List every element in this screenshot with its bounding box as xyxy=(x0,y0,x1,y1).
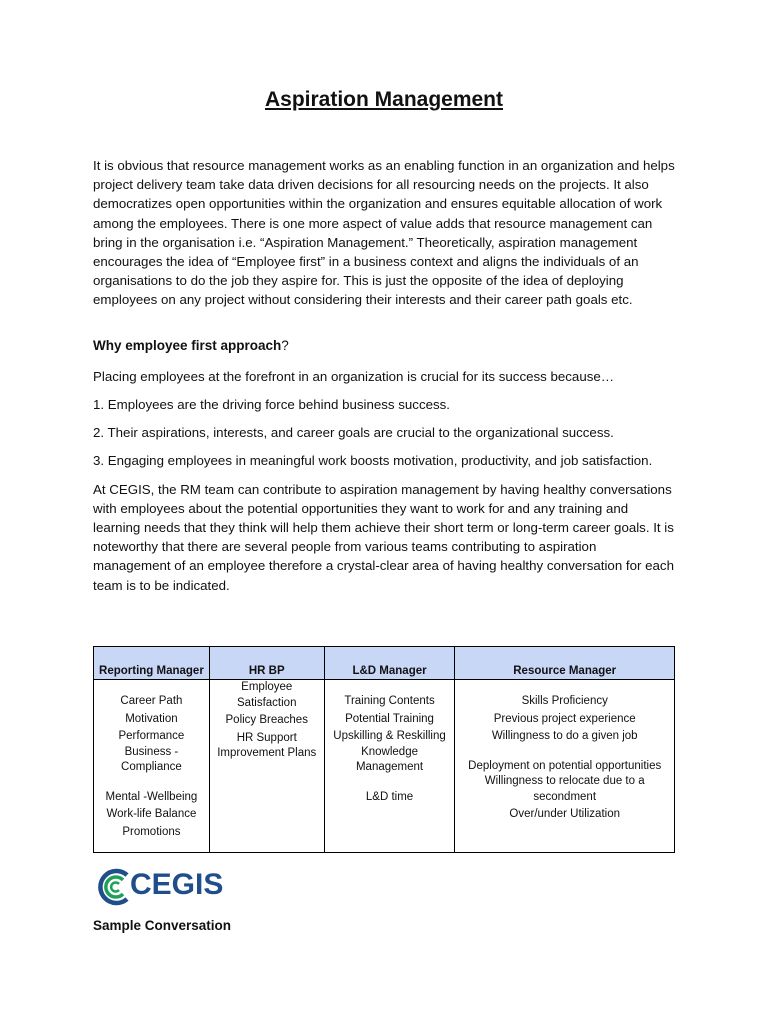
table-header-row xyxy=(94,647,675,680)
header-hr-bp: HR BP xyxy=(209,647,324,680)
document-body xyxy=(93,156,677,604)
cegis-logo xyxy=(97,866,237,908)
list-item: L&D time xyxy=(365,790,414,803)
section-heading-text: Why employee first approach xyxy=(93,337,282,353)
list-item: Deployment on potential opportunities xyxy=(468,759,662,772)
point-2: 2. Their aspirations, interests, and career goals are crucial to the organizational success. xyxy=(93,425,614,441)
section-heading-mark: ? xyxy=(281,337,289,353)
page-title: Aspiration Management xyxy=(264,88,504,111)
list-item: Upskilling & Reskilling xyxy=(333,730,446,742)
list-item: Career Path xyxy=(120,695,183,707)
cell-ld-manager xyxy=(324,680,455,853)
list-item: Knowledge Management xyxy=(355,745,424,773)
header-resource-manager: Resource Manager xyxy=(455,647,675,680)
list-item: Policy Breaches xyxy=(225,714,308,726)
list-item: Work-life Balance xyxy=(106,808,197,820)
point-3: 3. Engaging employees in meaningful work boosts motivation, productivity, and job satisfaction. xyxy=(93,453,653,469)
cegis-logo-text: CEGIS xyxy=(130,868,224,901)
header-reporting-manager: Reporting Manager xyxy=(94,647,210,680)
list-item: Business - Compliance xyxy=(121,745,182,773)
list-item: Training Contents xyxy=(344,695,435,707)
cell-resource-manager xyxy=(455,680,675,853)
list-item: Skills Proficiency xyxy=(521,695,608,707)
list-item: HR Support xyxy=(236,731,297,744)
sample-conversation-heading: Sample Conversation xyxy=(93,918,232,933)
cell-hr-bp xyxy=(209,680,324,853)
header-ld-manager: L&D Manager xyxy=(324,647,455,680)
list-item: Mental -Wellbeing xyxy=(105,790,198,803)
cegis-paragraph: At CEGIS, the RM team can contribute to aspiration management by having healthy conversations with employees about the potential opportunities they want to work for and any training and learning needs that they think will help them achieve their short term or long-term career goals. It is noteworthy that there are several people from various teams contributing to aspiration management of an employee therefore a crystal-clear area of having healthy conversation for each team is to be indicated. xyxy=(93,481,674,593)
list-item: Potential Training xyxy=(345,712,434,725)
point-1: 1. Employees are the driving force behind business success. xyxy=(93,397,450,413)
list-item: Improvement Plans xyxy=(217,747,317,759)
responsibility-table xyxy=(93,646,675,853)
intro-paragraph: It is obvious that resource management works as an enabling function in an organization and helps project delivery team take data driven decisions for all resourcing needs on the projects. It also democratizes open opportunities within the organization and ensures equitable allocation of work among the employees. There is one more aspect of value adds that resource management can bring in the organisation i.e. “Aspiration Management.” Theoretically, aspiration management encourages the idea of “Employee first” in a business context and aligns the individuals of an organisations to do the job they aspire for. This is just the opposite of the idea of deploying employees on any project without considering their interests and their career path goals etc. xyxy=(93,158,675,308)
cell-reporting-manager xyxy=(94,680,210,853)
list-item: Willingness to relocate due to a secondment xyxy=(484,775,645,803)
list-item: Over/under Utilization xyxy=(509,808,620,820)
list-item: Willingness to do a given job xyxy=(491,730,638,742)
placing-paragraph: Placing employees at the forefront in an organization is crucial for its success because… xyxy=(93,368,615,384)
list-item: Employee Satisfaction xyxy=(237,681,297,709)
list-item: Promotions xyxy=(122,825,181,838)
list-item: Performance xyxy=(118,730,185,742)
section-heading xyxy=(93,336,677,355)
list-item: Previous project experience xyxy=(493,712,636,725)
cegis-logo-mark-icon xyxy=(97,867,133,907)
table-row xyxy=(94,680,675,853)
list-item: Motivation xyxy=(125,712,178,725)
